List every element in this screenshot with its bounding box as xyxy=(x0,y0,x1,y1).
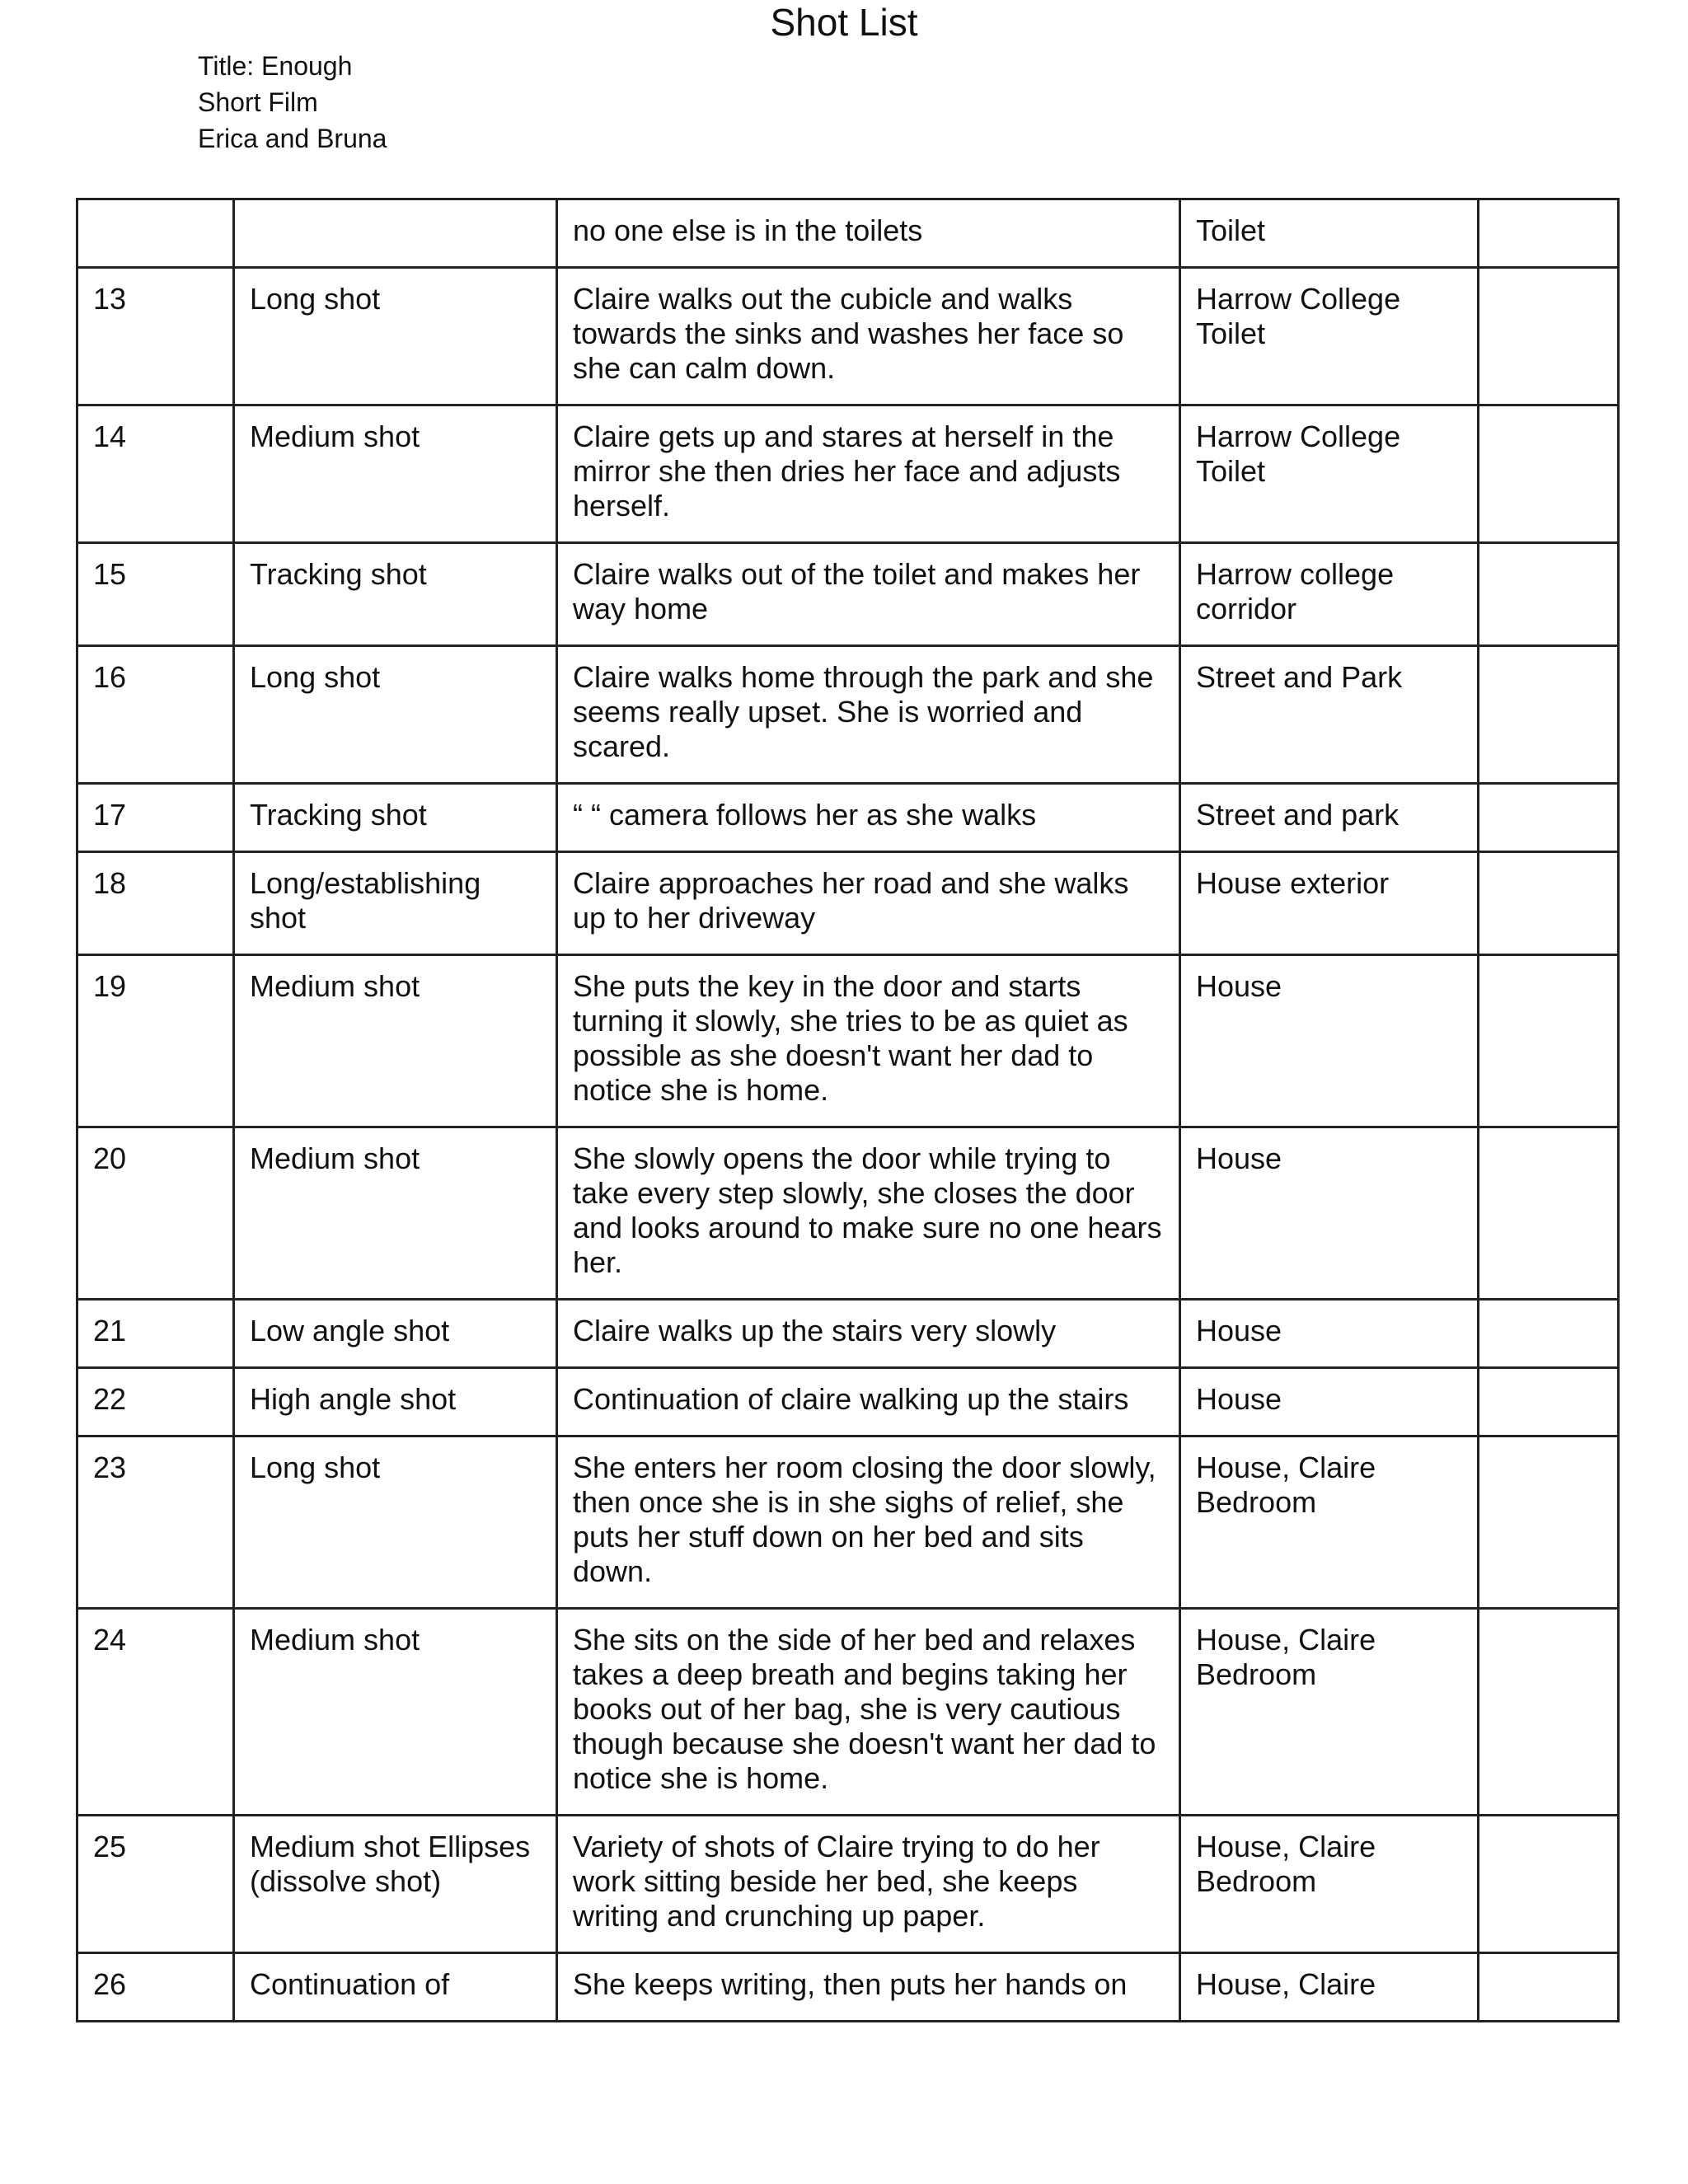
table-row xyxy=(77,199,1619,268)
shot-location-cell: House, Claire Bedroom xyxy=(1180,1816,1479,1953)
shot-location-cell: Street and Park xyxy=(1180,646,1479,784)
shot-location-cell: Street and park xyxy=(1180,784,1479,852)
meta-type-line: Short Film xyxy=(198,87,318,117)
table-row xyxy=(77,646,1619,784)
shot-number-cell: 25 xyxy=(77,1816,234,1953)
shot-type-cell: Tracking shot xyxy=(234,784,557,852)
table-row xyxy=(77,405,1619,543)
table-row xyxy=(77,784,1619,852)
shot-extra-cell xyxy=(1479,646,1619,784)
shot-location-cell: House xyxy=(1180,1127,1479,1300)
shot-description-cell: Continuation of claire walking up the stairs xyxy=(557,1368,1180,1436)
shot-extra-cell xyxy=(1479,1816,1619,1953)
table-row xyxy=(77,1609,1619,1816)
shot-location-cell: Harrow College Toilet xyxy=(1180,268,1479,405)
shot-number-cell xyxy=(77,199,234,268)
shot-description-cell: She enters her room closing the door slowly, then once she is in she sighs of relief, she puts her stuff down on her bed and sits down. xyxy=(557,1436,1180,1609)
shot-type-cell: Medium shot xyxy=(234,1127,557,1300)
shot-extra-cell xyxy=(1479,1368,1619,1436)
shot-location-cell: House xyxy=(1180,1368,1479,1436)
shot-extra-cell xyxy=(1479,405,1619,543)
shot-type-cell: Long/establishing shot xyxy=(234,852,557,955)
shot-description-cell: Claire gets up and stares at herself in the mirror she then dries her face and adjusts herself. xyxy=(557,405,1180,543)
shot-type-cell: Long shot xyxy=(234,1436,557,1609)
table-row xyxy=(77,852,1619,955)
shot-number-cell: 14 xyxy=(77,405,234,543)
shot-extra-cell xyxy=(1479,268,1619,405)
shot-location-cell: House, Claire Bedroom xyxy=(1180,1609,1479,1816)
shot-number-cell: 19 xyxy=(77,955,234,1127)
shot-extra-cell xyxy=(1479,784,1619,852)
shot-extra-cell xyxy=(1479,543,1619,646)
table-row xyxy=(77,1368,1619,1436)
shot-description-cell: Claire walks out the cubicle and walks towards the sinks and washes her face so she can calm down. xyxy=(557,268,1180,405)
shot-location-cell: House, Claire xyxy=(1180,1953,1479,2022)
page-title: Shot List xyxy=(770,1,918,44)
table-row xyxy=(77,955,1619,1127)
shot-location-cell: House exterior xyxy=(1180,852,1479,955)
shot-extra-cell xyxy=(1479,852,1619,955)
table-row xyxy=(77,1816,1619,1953)
shot-type-cell: Medium shot xyxy=(234,405,557,543)
shot-type-cell xyxy=(234,199,557,268)
table-row xyxy=(77,1127,1619,1300)
shot-number-cell: 15 xyxy=(77,543,234,646)
shot-number-cell: 21 xyxy=(77,1300,234,1368)
shot-type-cell: Medium shot Ellipses (dissolve shot) xyxy=(234,1816,557,1953)
shot-description-cell: She keeps writing, then puts her hands on xyxy=(557,1953,1180,2022)
document-meta xyxy=(198,48,387,157)
shot-location-cell: House xyxy=(1180,955,1479,1127)
shot-type-cell: Long shot xyxy=(234,268,557,405)
shot-extra-cell xyxy=(1479,1300,1619,1368)
shot-description-cell: Claire walks out of the toilet and makes her way home xyxy=(557,543,1180,646)
meta-title-line: Title: Enough xyxy=(198,51,353,81)
shot-description-cell: “ “ camera follows her as she walks xyxy=(557,784,1180,852)
shot-type-cell: Medium shot xyxy=(234,1609,557,1816)
table-row xyxy=(77,268,1619,405)
meta-authors-line: Erica and Bruna xyxy=(198,124,387,153)
shot-description-cell: Variety of shots of Claire trying to do her work sitting beside her bed, she keeps writing and crunching up paper. xyxy=(557,1816,1180,1953)
shot-number-cell: 22 xyxy=(77,1368,234,1436)
shot-extra-cell xyxy=(1479,1953,1619,2022)
shot-extra-cell xyxy=(1479,199,1619,268)
shot-location-cell: House, Claire Bedroom xyxy=(1180,1436,1479,1609)
shot-number-cell: 26 xyxy=(77,1953,234,2022)
shot-location-cell: Toilet xyxy=(1180,199,1479,268)
table-row xyxy=(77,1953,1619,2022)
shot-extra-cell xyxy=(1479,1609,1619,1816)
shot-location-cell: House xyxy=(1180,1300,1479,1368)
shot-type-cell: Tracking shot xyxy=(234,543,557,646)
shot-type-cell: Continuation of xyxy=(234,1953,557,2022)
shot-description-cell: She sits on the side of her bed and relaxes takes a deep breath and begins taking her books out of her bag, she is very cautious though because she doesn't want her dad to notice she is home. xyxy=(557,1609,1180,1816)
shot-description-cell: Claire approaches her road and she walks up to her driveway xyxy=(557,852,1180,955)
shot-type-cell: Medium shot xyxy=(234,955,557,1127)
shot-number-cell: 24 xyxy=(77,1609,234,1816)
table-row xyxy=(77,543,1619,646)
shot-number-cell: 16 xyxy=(77,646,234,784)
shot-description-cell: She puts the key in the door and starts turning it slowly, she tries to be as quiet as possible as she doesn't want her dad to notice she is home. xyxy=(557,955,1180,1127)
shot-extra-cell xyxy=(1479,955,1619,1127)
shot-list-table xyxy=(76,198,1620,2022)
shot-type-cell: Low angle shot xyxy=(234,1300,557,1368)
shot-number-cell: 17 xyxy=(77,784,234,852)
shot-description-cell: Claire walks home through the park and she seems really upset. She is worried and scared. xyxy=(557,646,1180,784)
shot-number-cell: 13 xyxy=(77,268,234,405)
shot-type-cell: High angle shot xyxy=(234,1368,557,1436)
table-row xyxy=(77,1436,1619,1609)
shot-description-cell: no one else is in the toilets xyxy=(557,199,1180,268)
shot-extra-cell xyxy=(1479,1127,1619,1300)
shot-type-cell: Long shot xyxy=(234,646,557,784)
shot-location-cell: Harrow college corridor xyxy=(1180,543,1479,646)
shot-description-cell: Claire walks up the stairs very slowly xyxy=(557,1300,1180,1368)
shot-number-cell: 18 xyxy=(77,852,234,955)
table-row xyxy=(77,1300,1619,1368)
shot-location-cell: Harrow College Toilet xyxy=(1180,405,1479,543)
shot-number-cell: 20 xyxy=(77,1127,234,1300)
shot-number-cell: 23 xyxy=(77,1436,234,1609)
shot-description-cell: She slowly opens the door while trying to take every step slowly, she closes the door and looks around to make sure no one hears her. xyxy=(557,1127,1180,1300)
shot-extra-cell xyxy=(1479,1436,1619,1609)
